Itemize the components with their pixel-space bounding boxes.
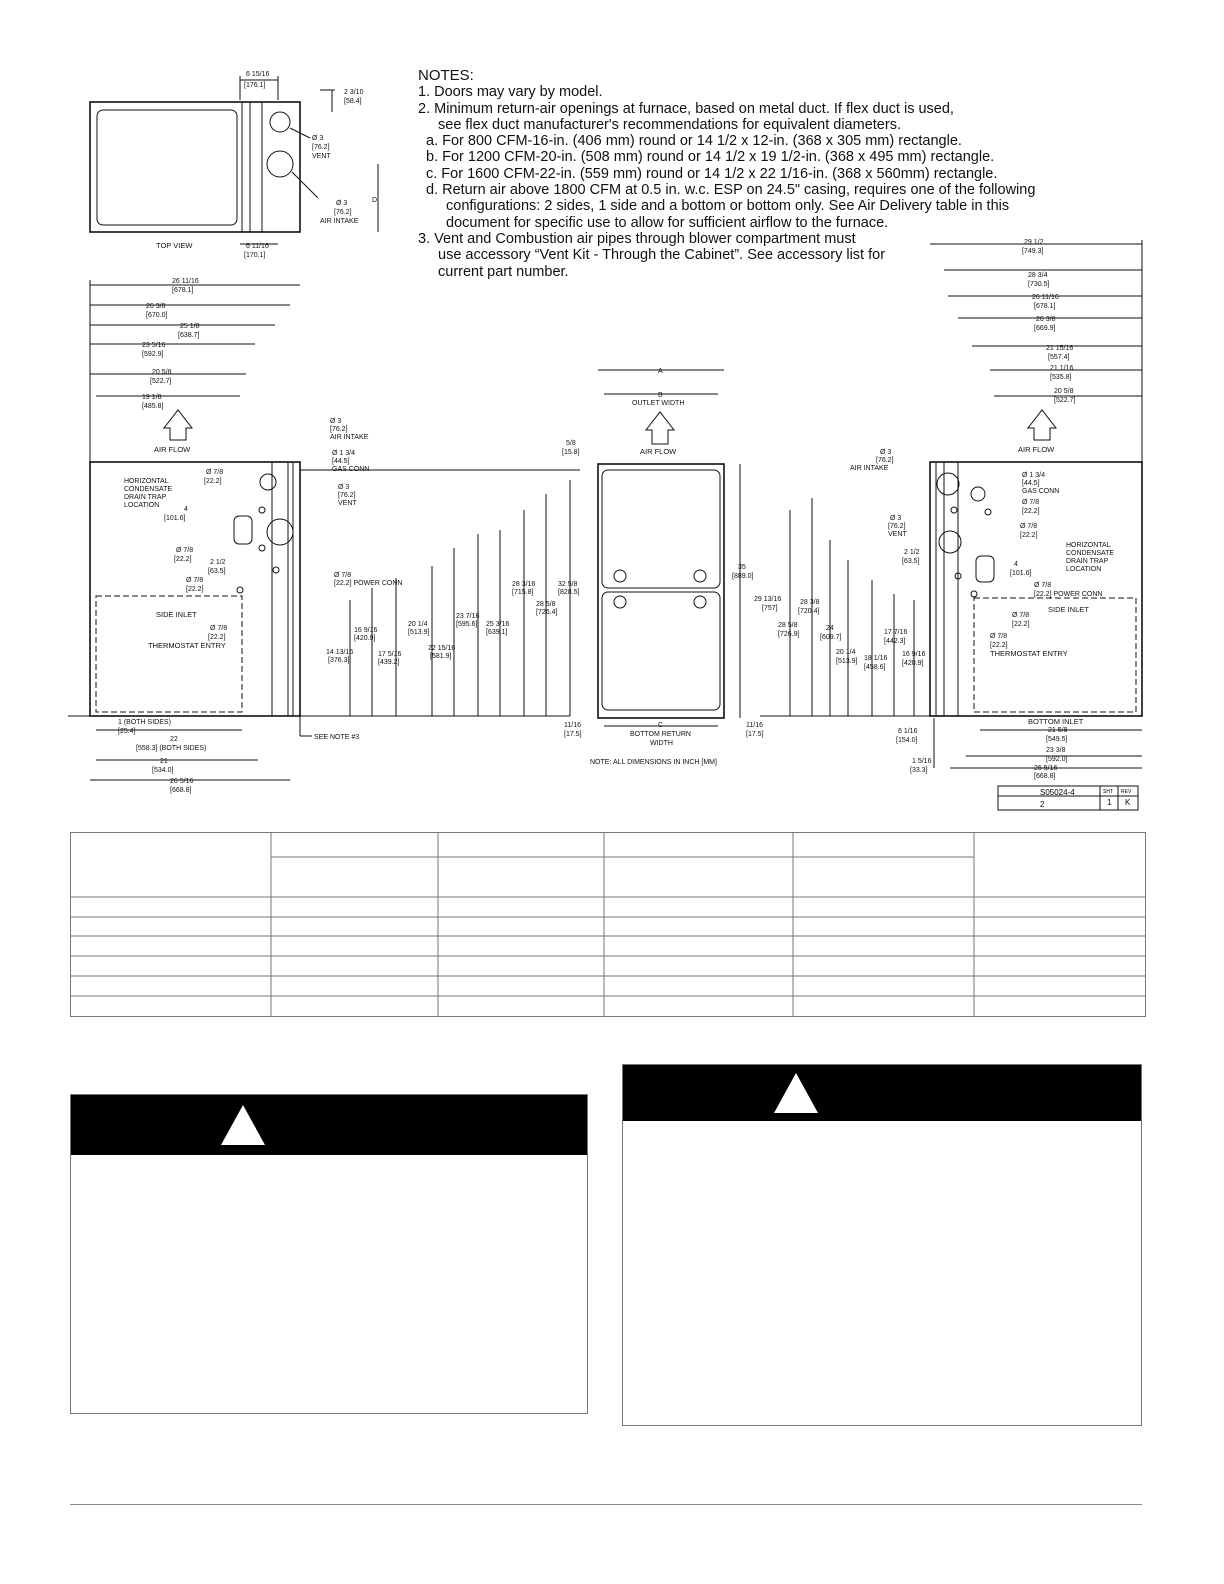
left-vdim-9-mm: [828.5] — [558, 589, 580, 596]
right-ldim-1: 1 5/16 — [912, 758, 932, 765]
right-dim-6: 20 5/8 — [1054, 388, 1074, 395]
right-vdim-4: 20 1/4 — [836, 649, 856, 656]
left-vdim-8-mm: [726.4] — [536, 609, 558, 616]
right-small-3: 4 — [1014, 561, 1018, 568]
front-c: C — [658, 722, 664, 729]
left-small-5-mm: [22.2] — [208, 634, 226, 641]
right-small-4: Ø 7/8 — [1012, 612, 1030, 619]
top-vent-dia: Ø 3 — [312, 135, 324, 142]
note-line: b. For 1200 CFM-20-in. (508 mm) round or 14 1/2 x 19 1/2-in. (368 x 495 mm) rectangle. — [426, 149, 995, 166]
top-dim-bottom-mm: [170.1] — [244, 252, 266, 259]
left-vdim-6: 25 3/16 — [486, 621, 510, 628]
right-small-4-mm: [22.2] — [1012, 621, 1030, 628]
note-line: 1. Doors may vary by model. — [418, 84, 603, 101]
left-dim-2-mm: [638.7] — [178, 332, 200, 339]
note-line: use accessory “Vent Kit - Through the Cabinet”. See accessory list for — [438, 247, 886, 264]
left-horiz-1: CONDENSATE — [124, 486, 173, 493]
left-vdim-4: 22 15/16 — [428, 645, 456, 652]
left-dim-4-mm: [522.7] — [150, 378, 172, 385]
right-vdim-5-mm: [458.6] — [864, 664, 886, 671]
right-vdim-7-mm: [420.9] — [902, 660, 924, 667]
left-dim-1-mm: [670.0] — [146, 312, 168, 319]
right-thermostat: THERMOSTAT ENTRY — [990, 649, 1068, 658]
front-b: B — [658, 392, 663, 399]
title-rev: REV — [1121, 789, 1132, 795]
left-vdim-8: 28 5/8 — [536, 601, 556, 608]
right-dim-1: 28 3/4 — [1028, 272, 1048, 279]
top-view-label: TOP VIEW — [156, 241, 193, 250]
right-dim-2: 26 11/16 — [1032, 294, 1059, 301]
title-sht: SHT — [1103, 789, 1113, 795]
left-air-flow: AIR FLOW — [154, 445, 191, 454]
right-vdim-5: 18 1/16 — [864, 655, 888, 662]
right-vent-0: Ø 3 — [890, 515, 902, 522]
top-vent-mm: [76.2] — [312, 144, 330, 151]
note-line: 2. Minimum return-air openings at furnace, based on metal duct. If flex duct is used, — [418, 100, 954, 117]
title-page: 2 — [1040, 800, 1045, 809]
top-intake-mm: [76.2] — [334, 209, 352, 216]
note-line: see flex duct manufacturer's recommendations for equivalent diameters. — [438, 116, 901, 133]
right-dim-5: 21 1/16 — [1050, 365, 1074, 372]
right-dim-3-mm: [669.9] — [1034, 325, 1056, 332]
left-small-5: Ø 7/8 — [210, 625, 228, 632]
right-horiz-2: DRAIN TRAP — [1066, 558, 1109, 565]
right-dim-4: 21 15/16 — [1046, 345, 1074, 352]
title-part-no: S05024-4 — [1040, 788, 1075, 797]
front-a: A — [658, 368, 663, 375]
left-bdim-0: 1 (BOTH SIDES) — [118, 719, 171, 726]
right-vdim-6: 17 7/16 — [884, 629, 908, 636]
warning-box-left — [70, 1094, 588, 1414]
right-ldim-0: 6 1/16 — [898, 728, 918, 735]
left-vdim-9: 32 5/8 — [558, 581, 578, 588]
right-side-inlet: SIDE INLET — [1048, 605, 1089, 614]
right-ldim-0-mm: [154.0] — [896, 737, 918, 744]
front-dim-58: 5/8 — [566, 440, 576, 447]
right-vent-1: [76.2] — [888, 523, 906, 530]
left-vdim-2: 17 5/16 — [378, 651, 402, 658]
top-d-label: D — [372, 197, 378, 204]
right-bdim-0-mm: [549.5] — [1046, 736, 1068, 743]
right-intake-0: Ø 3 — [880, 449, 892, 456]
right-vdim-0: 29 13/16 — [754, 596, 782, 603]
left-gas-2: GAS CONN — [332, 466, 370, 473]
right-small-5-mm: [22.2] — [990, 642, 1008, 649]
right-dim-0-mm: [749.3] — [1022, 248, 1044, 255]
left-bdim-2: 21 — [160, 758, 168, 765]
left-vent-0: Ø 3 — [338, 484, 350, 491]
front-dim-left: 11/16 — [564, 722, 581, 729]
right-intake-2: AIR INTAKE — [850, 465, 889, 472]
right-horiz-1: CONDENSATE — [1066, 550, 1115, 557]
warning-triangle-icon — [774, 1073, 818, 1113]
right-horiz-0: HORIZONTAL — [1066, 542, 1111, 549]
right-dim-1-mm: [730.5] — [1028, 281, 1050, 288]
right-dim-5-mm: [535.8] — [1050, 374, 1072, 381]
left-vdim-2-mm: [439.2] — [378, 659, 400, 666]
left-bdim-1-mm: [558.3] (BOTH SIDES) — [136, 745, 207, 752]
top-dim-width: 6 15/16 — [246, 71, 270, 78]
title-rev-val: K — [1125, 798, 1131, 807]
left-vdim-0: 14 13/16 — [326, 649, 354, 656]
left-side-inlet: SIDE INLET — [156, 610, 197, 619]
right-ldim-1-mm: [33.3] — [910, 767, 928, 774]
front-dim-right-mm: [17.5] — [746, 731, 764, 738]
front-dim-right: 11/16 — [746, 722, 763, 729]
front-bottom-return-0: BOTTOM RETURN — [630, 731, 691, 738]
right-side-view — [760, 240, 1142, 768]
left-dim-1: 26 3/8 — [146, 303, 166, 310]
left-bdim-1: 22 — [170, 736, 178, 743]
left-dim-3: 23 5/16 — [142, 342, 166, 349]
left-small-1-mm: [101.6] — [164, 515, 186, 522]
left-thermostat: THERMOSTAT ENTRY — [148, 641, 226, 650]
warning-box-right — [622, 1064, 1142, 1426]
right-vdim-4-mm: [513.9] — [836, 658, 858, 665]
left-horiz-0: HORIZONTAL — [124, 478, 169, 485]
left-gas-0: Ø 1 3/4 — [332, 450, 355, 457]
note-line: c. For 1600 CFM-22-in. (559 mm) round or 14 1/2 x 22 1/16-in. (368 x 560mm) rectangle. — [426, 165, 998, 182]
left-small-0-mm: [22.2] — [204, 478, 222, 485]
note-line: 3. Vent and Combustion air pipes through blower compartment must — [418, 230, 856, 247]
right-bdim-2: 26 5/16 — [1034, 765, 1058, 772]
right-bdim-2-mm: [668.8] — [1034, 773, 1056, 780]
right-small-2: 2 1/2 — [904, 549, 920, 556]
right-vdim-3-mm: [609.7] — [820, 634, 842, 641]
front-outlet-width: OUTLET WIDTH — [632, 400, 685, 407]
left-bdim-3: 26 5/16 — [170, 778, 194, 785]
top-dim-right-mm: [58.4] — [344, 98, 362, 105]
front-dim-35-mm: [889.0] — [732, 573, 754, 580]
left-small-4: Ø 7/8 — [186, 577, 204, 584]
right-vdim-3: 24 — [826, 625, 834, 632]
top-dim-right: 2 3/10 — [344, 89, 364, 96]
front-dim-58-mm: [15.8] — [562, 449, 580, 456]
left-intake-0: Ø 3 — [330, 418, 342, 425]
right-dim-2-mm: [678.1] — [1034, 303, 1056, 310]
warning-header-left — [71, 1095, 587, 1155]
right-intake-1: [76.2] — [876, 457, 894, 464]
left-intake-1: [76.2] — [330, 426, 348, 433]
right-small-0-mm: [22.2] — [1022, 508, 1040, 515]
right-vdim-0-mm: [757] — [762, 605, 778, 612]
front-air-flow: AIR FLOW — [640, 447, 677, 456]
right-vdim-7: 16 9/16 — [902, 651, 926, 658]
note-line: configurations: 2 sides, 1 side and a bottom or bottom only. See Air Delivery table in this — [446, 198, 1010, 215]
note-line: current part number. — [438, 263, 569, 280]
right-air-flow: AIR FLOW — [1018, 445, 1055, 454]
note-line: a. For 800 CFM-16-in. (406 mm) round or 14 1/2 x 12-in. (368 x 305 mm) rectangle. — [426, 133, 962, 150]
left-intake-2: AIR INTAKE — [330, 434, 369, 441]
right-vdim-2-mm: [726.9] — [778, 631, 800, 638]
left-vent-1: [76.2] — [338, 492, 356, 499]
right-small-3-mm: [101.6] — [1010, 570, 1032, 577]
left-small-0: Ø 7/8 — [206, 469, 224, 476]
right-small-2-mm: [63.5] — [902, 558, 920, 565]
left-vdim-6-mm: [639.1] — [486, 629, 508, 636]
right-small-5: Ø 7/8 — [990, 633, 1008, 640]
left-gas-1: [44.5] — [332, 458, 350, 465]
right-bdim-0: 21 5/8 — [1048, 727, 1068, 734]
note-line: document for specific use to allow for sufficient airflow to the furnace. — [446, 214, 889, 231]
top-vent-label: VENT — [312, 153, 331, 160]
left-vdim-1: 16 9/16 — [354, 627, 378, 634]
right-small-1-mm: [22.2] — [1020, 532, 1038, 539]
left-see-note: SEE NOTE #3 — [314, 734, 360, 741]
left-dim-5: 19 1/8 — [142, 394, 162, 401]
right-power-1: [22.2] POWER CONN — [1034, 591, 1103, 598]
left-dim-0-mm: [678.1] — [172, 287, 194, 294]
left-small-1: 4 — [184, 506, 188, 513]
right-vdim-6-mm: [442.3] — [884, 638, 906, 645]
left-vent-2: VENT — [338, 500, 357, 507]
top-dim-bottom: 6 11/16 — [246, 243, 269, 250]
footer-divider — [70, 1504, 1142, 1505]
left-power-0: Ø 7/8 — [334, 572, 352, 579]
right-gas-2: GAS CONN — [1022, 488, 1060, 495]
left-vdim-0-mm: [376.3] — [328, 657, 350, 664]
front-note: NOTE: ALL DIMENSIONS IN INCH [MM] — [590, 759, 717, 766]
left-dim-2: 25 1/8 — [180, 323, 200, 330]
left-small-2-mm: [22.2] — [174, 556, 192, 563]
right-power-0: Ø 7/8 — [1034, 582, 1052, 589]
left-vdim-1-mm: [420.9] — [354, 635, 376, 642]
left-vdim-4-mm: [581.9] — [430, 653, 452, 660]
right-vdim-2: 28 5/8 — [778, 622, 798, 629]
right-vdim-1: 28 3/8 — [800, 599, 820, 606]
right-vdim-1-mm: [720.4] — [798, 608, 820, 615]
left-horiz-3: LOCATION — [124, 502, 160, 509]
right-dim-6-mm: [522.7] — [1054, 397, 1076, 404]
note-line: d. Return air above 1800 CFM at 0.5 in. w.c. ESP on 24.5" casing, requires one of the following — [426, 182, 1036, 199]
right-horiz-3: LOCATION — [1066, 566, 1102, 573]
left-dim-3-mm: [592.9] — [142, 351, 164, 358]
right-bdim-1: 23 3/8 — [1046, 747, 1066, 754]
left-dim-5-mm: [485.8] — [142, 403, 164, 410]
left-bdim-2-mm: [534.0] — [152, 767, 174, 774]
left-vdim-7-mm: [715.8] — [512, 589, 534, 596]
left-dim-4: 20 5/8 — [152, 369, 172, 376]
right-dim-4-mm: [557.4] — [1048, 354, 1070, 361]
left-vdim-5-mm: [595.6] — [456, 621, 478, 628]
top-intake-label: AIR INTAKE — [320, 218, 359, 225]
left-small-3: 2 1/2 — [210, 559, 226, 566]
right-small-1: Ø 7/8 — [1020, 523, 1038, 530]
dimension-table — [70, 832, 1146, 1017]
warning-header-right — [623, 1065, 1141, 1121]
front-dim-35: 35 — [738, 564, 746, 571]
top-dim-width-mm: [176.1] — [244, 82, 266, 89]
left-bdim-0-mm: [25.4] — [118, 728, 136, 735]
right-bdim-1-mm: [592.0] — [1046, 756, 1068, 763]
left-vdim-5: 23 7/16 — [456, 613, 480, 620]
right-small-0: Ø 7/8 — [1022, 499, 1040, 506]
left-vdim-3: 20 1/4 — [408, 621, 428, 628]
right-bottom-inlet: BOTTOM INLET — [1028, 717, 1084, 726]
right-vent-2: VENT — [888, 531, 907, 538]
left-small-2: Ø 7/8 — [176, 547, 194, 554]
left-small-4-mm: [22.2] — [186, 586, 204, 593]
right-gas-1: [44.5] — [1022, 480, 1040, 487]
front-bottom-return-1: WIDTH — [650, 740, 673, 747]
title-sht-val: 1 — [1107, 798, 1112, 807]
front-view — [598, 370, 740, 726]
left-power-1: [22.2] POWER CONN — [334, 580, 403, 587]
left-vdim-3-mm: [513.9] — [408, 629, 430, 636]
left-small-3-mm: [63.5] — [208, 568, 226, 575]
front-dim-left-mm: [17.5] — [564, 731, 582, 738]
notes-title: NOTES: — [418, 67, 474, 84]
top-intake-dia: Ø 3 — [336, 200, 348, 207]
right-dim-0: 29 1/2 — [1024, 239, 1044, 246]
right-gas-0: Ø 1 3/4 — [1022, 472, 1045, 479]
right-dim-3: 26 3/8 — [1036, 316, 1056, 323]
warning-triangle-icon — [221, 1105, 265, 1145]
left-dim-0: 26 11/16 — [172, 278, 199, 285]
left-vdim-7: 28 3/16 — [512, 581, 536, 588]
left-bdim-3-mm: [668.8] — [170, 787, 192, 794]
left-horiz-2: DRAIN TRAP — [124, 494, 167, 501]
